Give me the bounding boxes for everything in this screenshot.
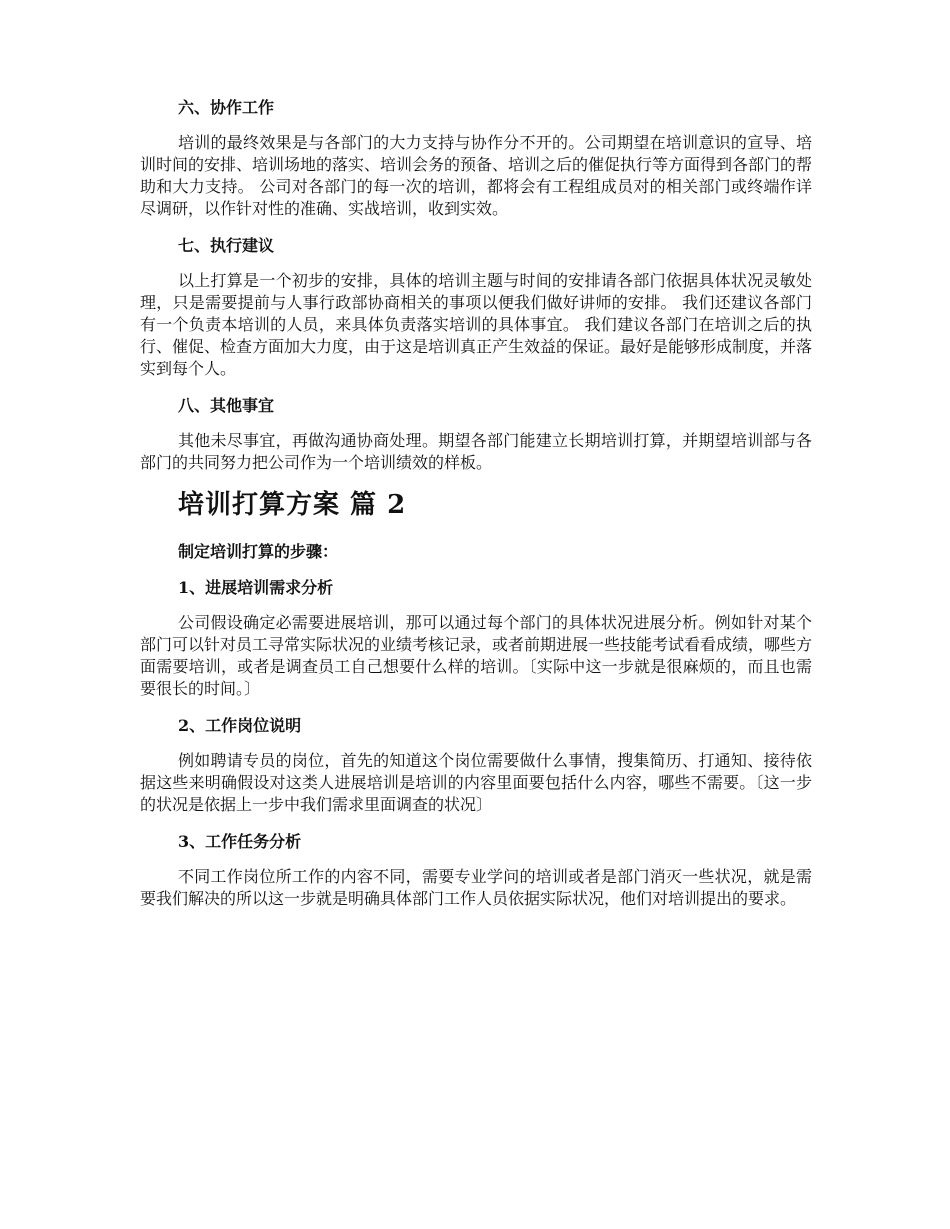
step-heading-needs-analysis: 1、进展培训需求分析 (178, 578, 334, 597)
section-heading-cooperation: 六、协作工作 (178, 98, 275, 117)
step-paragraph-task-analysis: 不同工作岗位所工作的内容不同，需要专业学问的培训或者是部门消灭一些状况，就是需要我们解决的所以这一步就是明确具体部门工作人员依据实际状况，他们对培训提出的要求。 (140, 867, 812, 908)
section-paragraph-suggestions: 以上打算是一个初步的安排，具体的培训主题与时间的安排请各部门依据具体状况灵敏处理，只是需要提前与人事行政部协商相关的事项以便我们做好讲师的安排。 我们还建议各部门有一个负责本培训的人员，来具体负责落实培训的具体事宜。 我们建议各部门在培训之后的执行、催促、检查方面加大力度，由于这是培训真正产生效益的保证。最好是能够形成制度，并落实到每个人。 (140, 271, 813, 378)
steps-heading: 制定培训打算的步骤： (178, 542, 339, 561)
step-paragraph-needs-analysis: 公司假设确定必需要进展培训，那可以通过每个部门的具体状况进展分析。例如针对某个部门可以针对员工寻常实际状况的业绩考核记录，或者前期进展一些技能考试看看成绩，哪些方面需要培训，或者是调查员工自己想要什么样的培训。〔实际中这一步就是很麻烦的，而且也需要很长的时间。〕 (140, 613, 813, 698)
section-heading-suggestions: 七、执行建议 (178, 236, 275, 255)
section-heading-other: 八、其他事宜 (178, 396, 275, 415)
document-body (140, 96, 812, 924)
section-paragraph-other: 其他未尽事宜，再做沟通协商处理。期望各部门能建立长期培训打算，并期望培训部与各部门的共同努力把公司作为一个培训绩效的样板。 (140, 431, 812, 472)
step-heading-task-analysis: 3、工作任务分析 (178, 832, 302, 851)
step-paragraph-job-description: 例如聘请专员的岗位，首先的知道这个岗位需要做什么事情，搜集简历、打通知、接待依据这些来明确假设对这类人进展培训是培训的内容里面要包括什么内容，哪些不需要。〔这一步的状况是依据上一步中我们需求里面调查的状况〕 (140, 751, 812, 814)
step-heading-job-description: 2、工作岗位说明 (178, 716, 302, 735)
section-paragraph-cooperation: 培训的最终效果是与各部门的大力支持与协作分不开的。公司期望在培训意识的宣导、培训时间的安排、培训场地的落实、培训会务的预备、培训之后的催促执行等方面得到各部门的帮助和大力支持。 公司对各部门的每一次的培训，都将会有工程组成员对的相关部门或终端作详尽调研，以作针对性的准确、实战培训，收到实效。 (140, 133, 813, 218)
chapter-title: 培训打算方案 篇 2 (178, 490, 407, 520)
